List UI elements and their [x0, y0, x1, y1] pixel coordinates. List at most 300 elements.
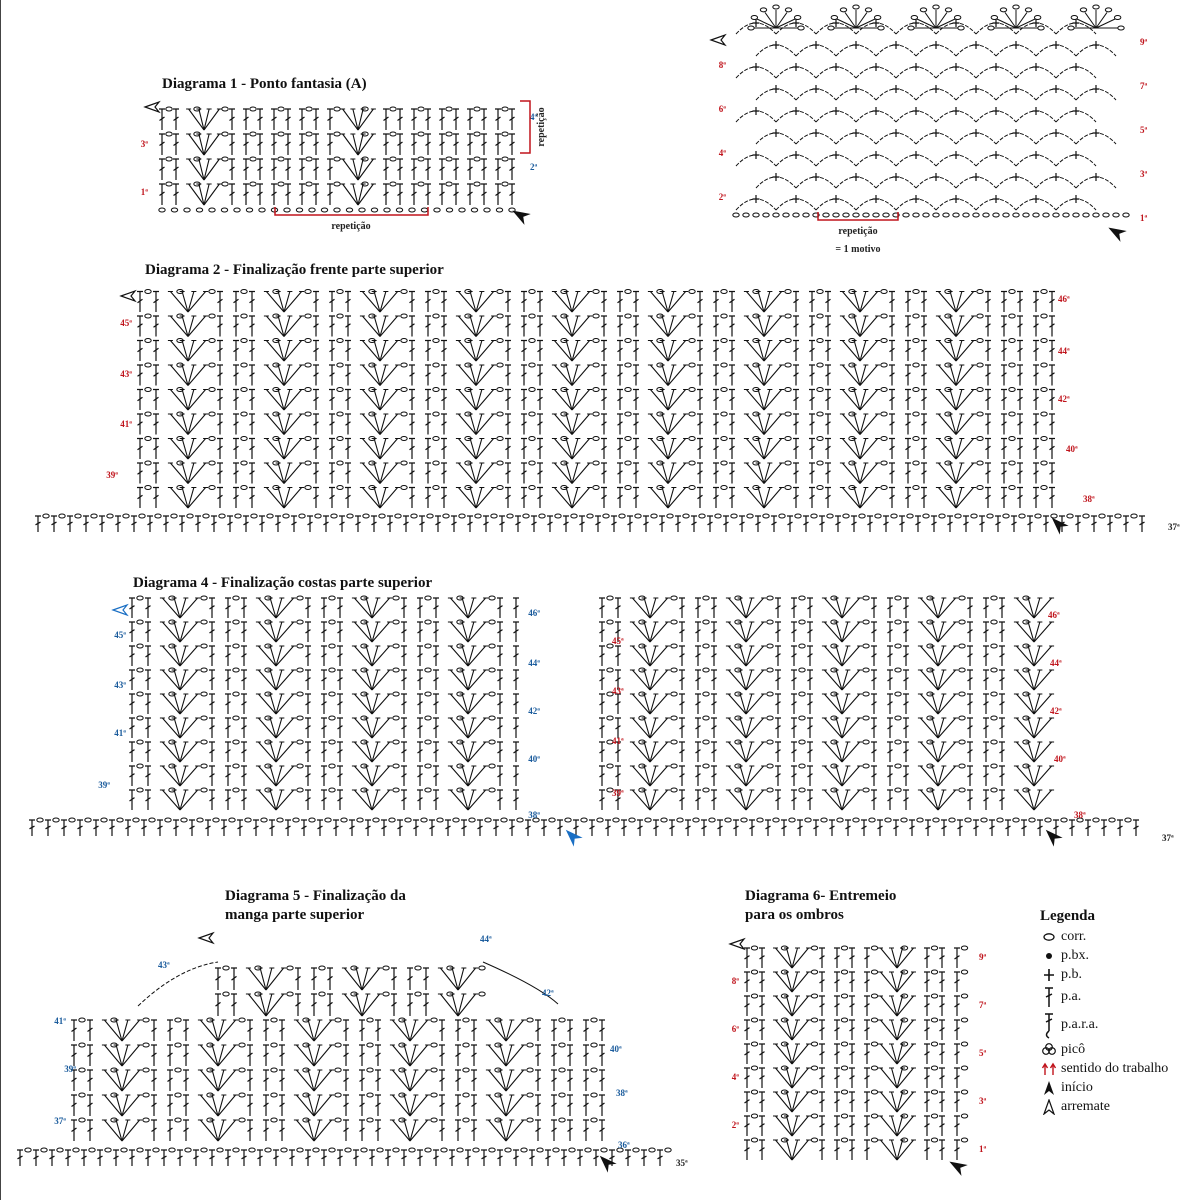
double-crochet-stitch	[225, 718, 231, 738]
chain-stitch	[785, 388, 791, 392]
stitch-path	[939, 1068, 945, 1088]
stitch-path	[617, 488, 623, 509]
double-crochet-stitch	[433, 646, 439, 666]
double-crochet-stitch	[921, 341, 927, 362]
stitch-path	[97, 1150, 103, 1166]
double-crochet-stitch	[93, 820, 99, 836]
stitch-path	[321, 622, 327, 642]
slip-stitch-icon	[1040, 951, 1058, 961]
stitch-path	[471, 1120, 477, 1141]
double-crochet-stitch	[97, 1150, 103, 1166]
chain-stitch	[249, 1148, 255, 1152]
chain-stitch	[751, 1066, 757, 1070]
chain-stitch	[529, 363, 535, 367]
stitch-path	[467, 184, 473, 205]
double-crochet-stitch	[449, 1150, 455, 1166]
stitch-path	[871, 598, 877, 618]
double-crochet-stitch	[535, 1095, 541, 1116]
cluster-stitch	[372, 414, 380, 435]
double-crochet-stitch	[195, 516, 201, 532]
double-crochet-stitch	[849, 1092, 855, 1112]
chain-stitch	[401, 388, 407, 392]
chain-stitch	[233, 692, 239, 696]
stitch-path	[495, 184, 501, 205]
double-crochet-stitch	[71, 1045, 77, 1066]
double-crochet-stitch	[343, 1120, 349, 1141]
chain-stitch	[425, 668, 431, 672]
double-crochet-stitch	[455, 1120, 461, 1141]
stitch-path	[313, 488, 319, 509]
double-crochet-stitch	[921, 439, 927, 460]
stitch-path	[905, 463, 911, 484]
stitch-path	[471, 1095, 477, 1116]
double-crochet-stitch	[787, 516, 793, 532]
chain-stitch	[931, 994, 937, 998]
cluster-stitch	[938, 646, 946, 666]
single-crochet-stitch	[853, 85, 860, 93]
stitch-path	[137, 463, 143, 484]
double-crochet-stitch	[999, 694, 1005, 714]
stitch-path	[209, 790, 215, 810]
stitch-path	[599, 646, 605, 666]
double-crochet-stitch	[825, 390, 831, 411]
single-crochet-icon	[1040, 967, 1058, 983]
stitch-path	[217, 439, 223, 460]
chain-stitch	[1071, 16, 1077, 20]
chain-stitch	[1003, 213, 1009, 217]
double-crochet-stitch	[145, 694, 151, 714]
stitch-path	[759, 1020, 765, 1040]
double-crochet-stitch	[129, 742, 135, 762]
cluster-stitch	[834, 790, 842, 810]
double-crochet-stitch	[441, 488, 447, 509]
chain-stitch	[1125, 818, 1131, 822]
double-crochet-stitch	[1017, 463, 1023, 484]
double-crochet-stitch	[744, 972, 750, 992]
double-crochet-stitch	[515, 516, 521, 532]
double-crochet-stitch	[845, 820, 851, 836]
double-crochet-stitch	[807, 694, 813, 714]
double-crochet-stitch	[329, 341, 335, 362]
stitch-path	[151, 1045, 157, 1066]
chain-stitch	[1041, 412, 1047, 416]
stitch-path	[497, 670, 503, 690]
chain-stitch	[559, 1018, 565, 1022]
cluster-stitch	[642, 598, 650, 618]
chain-stitch	[721, 461, 727, 465]
stitch-path	[129, 766, 135, 786]
chain-stitch	[335, 1118, 341, 1122]
double-crochet-stitch	[145, 598, 151, 618]
stitch-path	[145, 646, 151, 666]
stitch-path	[1133, 820, 1139, 836]
double-crochet-stitch	[481, 109, 487, 130]
chain-stitch	[977, 314, 983, 318]
stitch-path	[939, 1020, 945, 1040]
stitch-path	[1001, 365, 1007, 386]
double-crochet-stitch	[599, 622, 605, 642]
stitch-path	[453, 134, 459, 155]
chain-stitch	[1123, 213, 1129, 217]
stitch-path	[729, 316, 735, 337]
stitch-path	[583, 1045, 589, 1066]
start-arrow-icon	[1107, 224, 1124, 240]
chain-stitch	[991, 764, 997, 768]
double-crochet-stitch	[771, 516, 777, 532]
stitch-path	[229, 159, 235, 180]
stitch-path	[551, 1120, 557, 1141]
double-crochet-stitch	[695, 718, 701, 738]
double-crochet-stitch	[407, 968, 413, 990]
chain-stitch	[991, 620, 997, 624]
chain-stitch	[184, 208, 190, 212]
chain-stitch	[305, 314, 311, 318]
double-crochet-stitch	[505, 292, 511, 313]
chain-stitch	[671, 740, 677, 744]
stitch-path	[775, 694, 781, 714]
double-crochet-stitch	[411, 134, 417, 155]
stitch-path	[711, 742, 717, 762]
cluster-stitch	[506, 1020, 514, 1041]
double-crochet-stitch	[249, 463, 255, 484]
double-crochet-stitch	[217, 390, 223, 411]
chain-stitch	[961, 1090, 967, 1094]
double-crochet-stitch	[359, 1070, 365, 1091]
stitch-path	[305, 598, 311, 618]
stitch-path	[849, 1140, 855, 1160]
chain-stitch	[751, 1114, 757, 1118]
cluster-stitch	[852, 316, 860, 337]
cluster-stitch	[372, 646, 380, 666]
double-crochet-stitch	[329, 463, 335, 484]
chain-stitch	[703, 668, 709, 672]
row-number-label: 8ª	[731, 976, 739, 986]
stitch-path	[137, 292, 143, 313]
chain-stitch	[625, 437, 631, 441]
double-crochet-stitch	[417, 646, 423, 666]
double-crochet-stitch	[903, 622, 909, 642]
double-crochet-stitch	[1001, 292, 1007, 313]
cluster-stitch	[180, 316, 188, 337]
double-crochet-stitch	[713, 414, 719, 435]
cluster-stitch	[746, 766, 754, 786]
chain-stitch	[401, 314, 407, 318]
double-crochet-stitch	[695, 598, 701, 618]
double-crochet-stitch	[541, 820, 547, 836]
chain-stitch	[811, 514, 817, 518]
stitch-path	[299, 134, 305, 155]
row-number-label: 40ª	[1054, 754, 1066, 764]
stitch-path	[521, 488, 527, 509]
cluster-stitch	[180, 598, 188, 618]
stitch-path	[1043, 516, 1049, 532]
chain-stitch	[117, 818, 123, 822]
double-crochet-stitch	[791, 694, 797, 714]
stitch-path	[871, 670, 877, 690]
cluster-stitch	[897, 948, 905, 968]
double-crochet-stitch	[333, 820, 339, 836]
stitch-path	[1001, 463, 1007, 484]
chain-stitch	[431, 1118, 437, 1122]
double-crochet-stitch	[425, 134, 431, 155]
stitch-path	[697, 439, 703, 460]
double-crochet-stitch	[711, 790, 717, 810]
stitch-path	[807, 670, 813, 690]
double-crochet-stitch	[193, 1150, 199, 1166]
double-crochet-stitch	[521, 414, 527, 435]
double-crochet-stitch	[299, 134, 305, 155]
double-crochet-stitch	[954, 948, 960, 968]
double-crochet-stitch	[1033, 316, 1039, 337]
stitch-path	[449, 1150, 455, 1166]
chain-stitch	[683, 514, 689, 518]
double-crochet-stitch	[921, 390, 927, 411]
chain-stitch	[297, 644, 303, 648]
chain-stitch	[591, 1093, 597, 1097]
chain-stitch	[811, 946, 817, 950]
stitch-path	[599, 790, 605, 810]
double-crochet-stitch	[924, 1092, 930, 1112]
stitch-path	[819, 972, 825, 992]
chain-stitch	[1009, 314, 1015, 318]
chain-stitch	[393, 596, 399, 600]
double-crochet-stitch	[697, 463, 703, 484]
double-crochet-stitch	[797, 820, 803, 836]
chain-stitch	[991, 668, 997, 672]
cluster-stitch	[468, 718, 476, 738]
stitch-path	[864, 948, 870, 968]
double-crochet-stitch	[924, 1116, 930, 1136]
cluster-stitch	[889, 948, 897, 968]
cluster-stitch	[792, 1140, 800, 1160]
stitch-path	[453, 109, 459, 130]
chain-stitch	[1009, 290, 1015, 294]
stitch-path	[195, 516, 201, 532]
cluster-stitch	[938, 598, 946, 618]
double-crochet-stitch	[17, 1150, 23, 1166]
chain-stitch	[489, 596, 495, 600]
double-crochet-stitch	[967, 670, 973, 690]
stitch-path	[313, 316, 319, 337]
chain-stitch	[373, 818, 379, 822]
stitch-path	[849, 1116, 855, 1136]
stitch-path	[521, 316, 527, 337]
double-crochet-stitch	[423, 968, 429, 990]
double-crochet-stitch	[729, 316, 735, 337]
chain-stitch	[278, 182, 284, 186]
chain-stitch	[187, 514, 193, 518]
stitch-path	[159, 184, 165, 205]
cluster-stitch	[834, 742, 842, 762]
stitch-path	[1117, 820, 1123, 836]
chain-stitch	[401, 437, 407, 441]
cluster-stitch	[564, 365, 572, 386]
stitch-path	[599, 1020, 605, 1041]
cluster-stitch	[897, 972, 905, 992]
stitch-path	[809, 488, 815, 509]
chain-stitch	[209, 314, 215, 318]
chain-stitch	[137, 788, 143, 792]
stitch-path	[889, 316, 895, 337]
cluster-stitch	[498, 1020, 506, 1041]
stitch-path	[625, 1150, 631, 1166]
chain-stitch	[341, 818, 347, 822]
double-crochet-stitch	[321, 742, 327, 762]
row-number-label: 3ª	[140, 139, 148, 149]
double-crochet-stitch	[1033, 365, 1039, 386]
stitch-path	[599, 742, 605, 762]
chain-stitch	[203, 514, 209, 518]
row-number-label: 42ª	[528, 706, 540, 716]
cluster-stitch	[834, 646, 842, 666]
chain-stitch	[895, 620, 901, 624]
cluster-stitch	[756, 488, 764, 509]
double-crochet-stitch	[939, 1116, 945, 1136]
double-crochet-stitch	[327, 968, 333, 990]
row-number-label: 43ª	[120, 369, 132, 379]
cluster-stitch	[1034, 598, 1042, 618]
double-crochet-stitch	[1049, 488, 1055, 509]
chain-stitch	[393, 620, 399, 624]
double-crochet-stitch	[793, 292, 799, 313]
stitch-path	[713, 390, 719, 411]
chain-stitch	[878, 26, 884, 30]
double-crochet-stitch	[834, 1116, 840, 1136]
chain-stitch	[895, 692, 901, 696]
stitch-path	[387, 516, 393, 532]
stitch-path	[189, 820, 195, 836]
double-crochet-stitch	[744, 996, 750, 1016]
stitch-path	[1033, 463, 1039, 484]
stitch-path	[889, 488, 895, 509]
double-crochet-stitch	[809, 463, 815, 484]
stitch-path	[924, 1020, 930, 1040]
picot-icon	[1040, 1043, 1058, 1057]
double-crochet-stitch	[173, 159, 179, 180]
stitch-path	[241, 598, 247, 618]
cluster-stitch	[650, 670, 658, 690]
double-crochet-stitch	[137, 414, 143, 435]
stitch-path	[617, 439, 623, 460]
stitch-path	[599, 622, 605, 642]
stitch-path	[505, 341, 511, 362]
double-crochet-stitch	[467, 134, 473, 155]
stitch-path	[343, 1070, 349, 1091]
cluster-stitch	[276, 439, 284, 460]
double-crochet-stitch	[433, 790, 439, 810]
chain-stitch	[433, 437, 439, 441]
stitch-path	[229, 109, 235, 130]
stitch-path	[825, 414, 831, 435]
stitch-path	[547, 516, 553, 532]
double-crochet-stitch	[803, 516, 809, 532]
cluster-stitch	[956, 292, 964, 313]
stitch-path	[617, 292, 623, 313]
diagram2-title: Diagrama 2 - Finalização frente parte superior	[145, 262, 444, 278]
stitch-path	[633, 488, 639, 509]
double-crochet-stitch	[285, 820, 291, 836]
double-crochet-stitch	[439, 1045, 445, 1066]
stitch-path	[141, 820, 147, 836]
double-crochet-stitch	[497, 742, 503, 762]
double-crochet-stitch	[455, 1070, 461, 1091]
stitch-path	[983, 718, 989, 738]
chain-stitch	[1000, 8, 1006, 12]
double-crochet-stitch	[601, 365, 607, 386]
double-crochet-stitch	[141, 820, 147, 836]
double-crochet-stitch	[807, 598, 813, 618]
double-crochet-stitch	[159, 109, 165, 130]
cluster-stitch	[948, 390, 956, 411]
chain-stitch	[767, 596, 773, 600]
stitch-path	[329, 341, 335, 362]
stitch-path	[425, 488, 431, 509]
stitch-path	[807, 694, 813, 714]
stitch-path	[627, 516, 633, 532]
chain-stitch	[246, 208, 252, 212]
double-crochet-stitch	[499, 516, 505, 532]
double-crochet-stitch	[825, 365, 831, 386]
cluster-stitch	[468, 694, 476, 714]
double-crochet-stitch	[205, 820, 211, 836]
double-crochet-stitch	[371, 516, 377, 532]
stitch-path	[497, 694, 503, 714]
chain-stitch	[785, 314, 791, 318]
stitch-path	[967, 694, 973, 714]
stitch-path	[243, 184, 249, 205]
double-crochet-stitch	[924, 1140, 930, 1160]
chain-stitch	[613, 818, 619, 822]
row-number-label: 37ª	[54, 1116, 66, 1126]
chain-stitch	[959, 692, 965, 696]
chain-stitch	[585, 1148, 591, 1152]
double-crochet-stitch	[583, 1120, 589, 1141]
chain-stitch	[473, 1148, 479, 1152]
double-crochet-stitch	[137, 292, 143, 313]
double-crochet-stitch	[1053, 820, 1059, 836]
stitch-path	[173, 109, 179, 130]
cluster-stitch	[1034, 694, 1042, 714]
stitch-path	[353, 1150, 359, 1166]
chain-stitch	[689, 461, 695, 465]
cluster-stitch	[834, 694, 842, 714]
double-crochet-stitch	[451, 516, 457, 532]
double-crochet-stitch	[621, 820, 627, 836]
chain-stitch	[221, 208, 227, 212]
double-crochet-stitch	[834, 1068, 840, 1088]
double-crochet-stitch	[905, 390, 911, 411]
chain-stitch	[201, 596, 207, 600]
cluster-stitch	[350, 159, 358, 180]
stitch-path	[711, 670, 717, 690]
double-crochet-stitch	[217, 488, 223, 509]
cluster-stitch	[792, 1044, 800, 1064]
chain-stitch	[489, 620, 495, 624]
chain-stitch	[773, 5, 779, 9]
double-crochet-stitch	[1049, 365, 1055, 386]
stitch-path	[537, 488, 543, 509]
single-crochet-stitch	[833, 151, 840, 159]
double-crochet-stitch	[864, 1020, 870, 1040]
cluster-stitch	[746, 718, 754, 738]
stitch-path	[513, 766, 519, 786]
chain-stitch	[828, 26, 834, 30]
stitch-path	[1049, 316, 1055, 337]
stitch-path	[233, 365, 239, 386]
chain-stitch	[721, 437, 727, 441]
chain-stitch	[625, 363, 631, 367]
chain-stitch	[281, 1148, 287, 1152]
